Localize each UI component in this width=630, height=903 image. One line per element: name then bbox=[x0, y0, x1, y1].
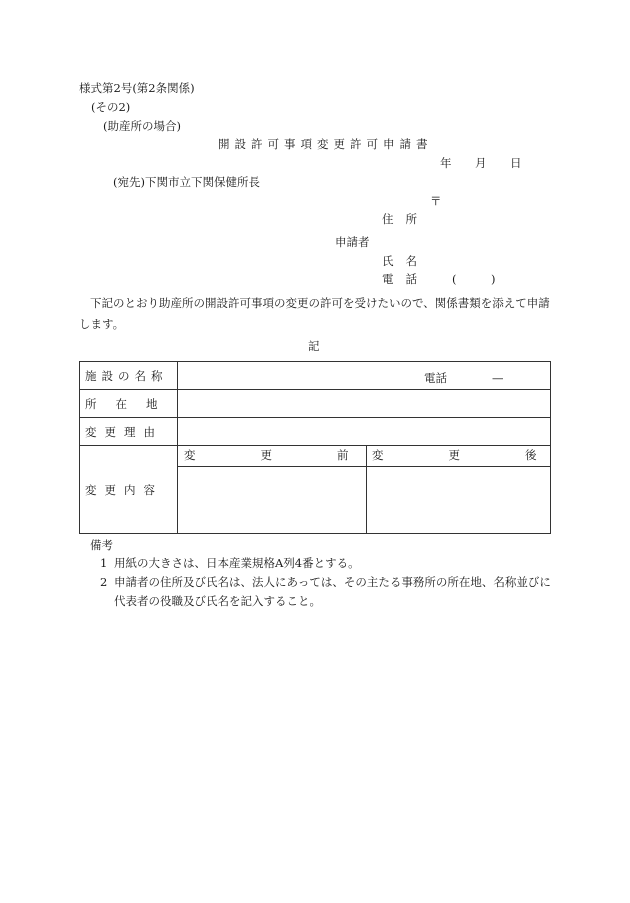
postal-mark: 〒 bbox=[430, 194, 442, 208]
ki-label: 記 bbox=[308, 339, 320, 353]
reason-row bbox=[80, 418, 551, 446]
note-item bbox=[79, 573, 559, 611]
before-label: 変更前 bbox=[184, 448, 414, 462]
phone-paren: ( ) bbox=[452, 272, 496, 286]
reason-label: 変更理由 bbox=[80, 418, 178, 446]
name-label: 氏名 bbox=[382, 254, 429, 268]
location-label: 所在地 bbox=[80, 390, 178, 418]
facility-name-row bbox=[80, 362, 551, 390]
applicant-heading: 申請者 bbox=[335, 235, 370, 249]
location-row bbox=[80, 390, 551, 418]
addressee: (宛先)下関市立下関保健所長 bbox=[113, 175, 260, 189]
reason-cell bbox=[178, 418, 551, 446]
after-label: 変更後 bbox=[372, 448, 602, 462]
page-title: 開設許可事項変更許可申請書 bbox=[218, 137, 433, 151]
note-item bbox=[79, 554, 559, 573]
date-day: 日 bbox=[510, 156, 522, 170]
note-number: 1 bbox=[100, 556, 108, 570]
content-cell bbox=[178, 446, 602, 534]
form-case: (助産所の場合) bbox=[103, 119, 181, 133]
body-text: 下記のとおり助産所の開設許可事項の変更の許可を受けたいので、関係書類を添えて申請します。 bbox=[79, 296, 550, 331]
facility-phone-dash: — bbox=[492, 371, 504, 385]
form-sub-number: (その2) bbox=[91, 100, 131, 114]
form-number: 様式第2号(第2条関係) bbox=[79, 81, 195, 95]
note-number: 2 bbox=[100, 575, 108, 589]
notes bbox=[79, 536, 559, 611]
date-year: 年 bbox=[440, 156, 452, 170]
note-text: 申請者の住所及び氏名は、法人にあっては、その主たる事務所の所在地、名称並びに代表者の役職及び氏名を記入すること。 bbox=[114, 575, 551, 608]
location-cell bbox=[178, 390, 551, 418]
content-label: 変更内容 bbox=[80, 446, 178, 534]
change-table bbox=[79, 361, 602, 534]
facility-name-cell bbox=[178, 362, 551, 390]
note-text: 用紙の大きさは、日本産業規格A列4番とする。 bbox=[114, 556, 360, 570]
address-label: 住所 bbox=[382, 212, 429, 226]
facility-name-label: 施設の名称 bbox=[80, 362, 178, 390]
facility-phone-label: 電話 bbox=[424, 371, 447, 385]
notes-heading: 備考 bbox=[90, 538, 113, 552]
date-month: 月 bbox=[475, 156, 487, 170]
phone-label: 電話 bbox=[382, 272, 429, 286]
content-row bbox=[80, 446, 551, 534]
